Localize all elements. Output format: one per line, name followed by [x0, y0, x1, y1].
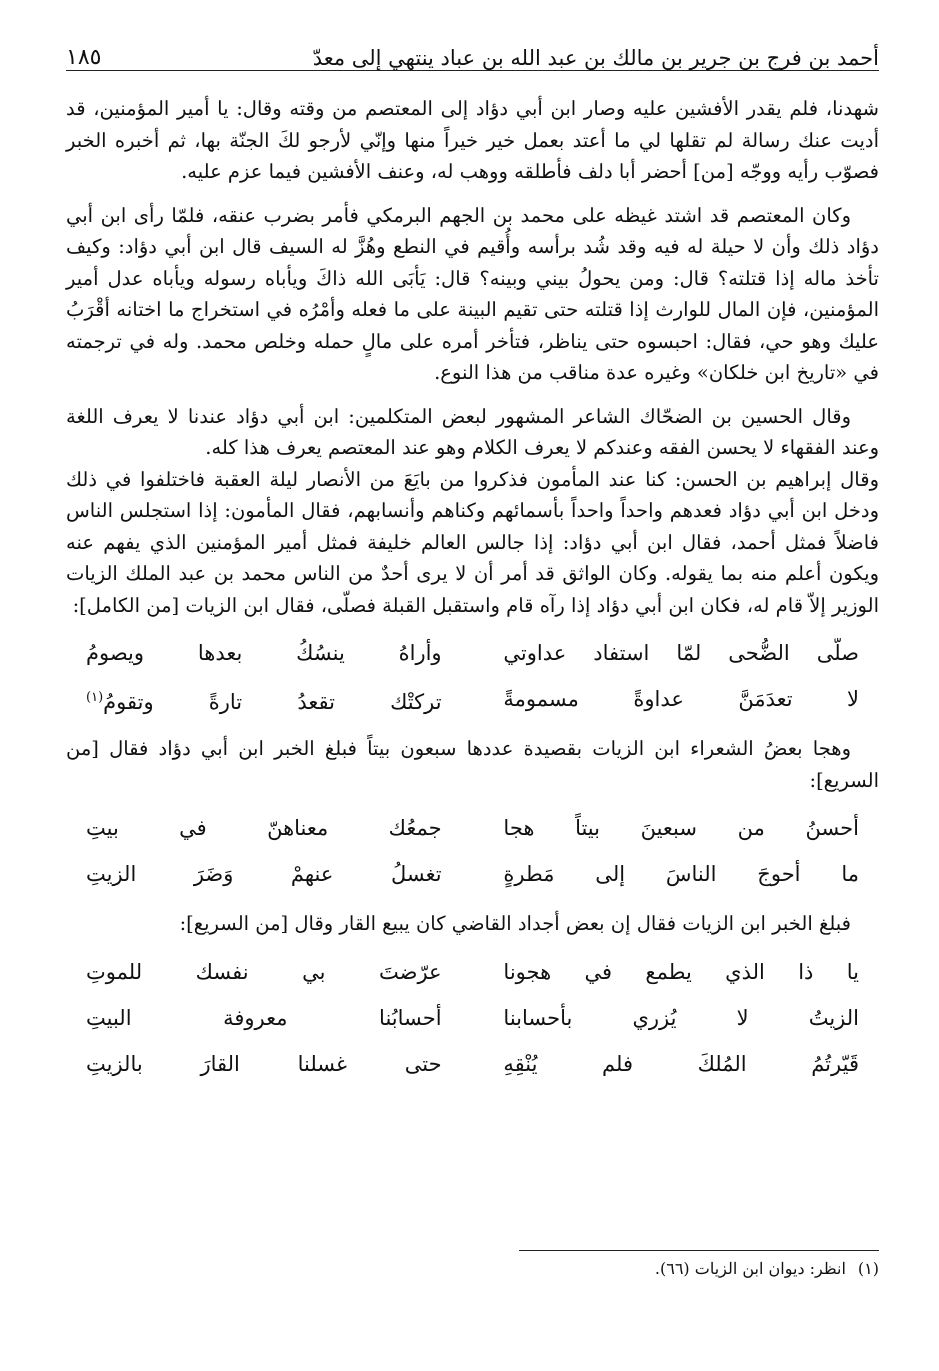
- verse-second-hemistich: تغسلُ عنهمْ وَضَرَ الزيتِ: [86, 862, 442, 887]
- verse-line: [86, 996, 859, 1042]
- footnote-divider: [519, 1250, 879, 1251]
- poem-kamil: [86, 631, 859, 723]
- verse-first-hemistich: قَيّرتُمُ المُلكَ فلم يُنْقِهِ: [503, 1051, 859, 1076]
- verse-line: [86, 677, 859, 723]
- footnote-reference: (١): [86, 689, 104, 705]
- footnote: [66, 1259, 879, 1278]
- verse-first-hemistich: صلّى الضُّحى لمّا استفاد عداوتي: [503, 641, 859, 666]
- footnote-number: (١): [857, 1259, 879, 1278]
- verse-first-hemistich: ما أحوجَ الناسَ إلى مَطرةٍ: [503, 862, 859, 887]
- page-body: [66, 93, 879, 1088]
- verse-first-hemistich: أحسنُ من سبعينَ بيتاً هجا: [503, 816, 859, 841]
- verse-second-hemistich: [86, 682, 442, 719]
- footnote-text: انظر: ديوان ابن الزيات (٦٦).: [654, 1259, 846, 1278]
- verse-line: [86, 950, 859, 996]
- verse-line: [86, 806, 859, 852]
- verse-second-hemistich: وأراهُ ينسُكُ بعدها ويصومُ: [86, 641, 442, 666]
- verse-line: [86, 852, 859, 898]
- poem-sari-1: [86, 806, 859, 898]
- verse-first-hemistich: يا ذا الذي يطمع في هجونا: [503, 959, 859, 984]
- paragraph: وقال الحسين بن الضحّاك الشاعر المشهور لبعض المتكلمين: ابن أبي دؤاد عندنا لا يعرف اللغة وعند الفقهاء لا يحسن الفقه وعندكم لا يعرف الكلام وهو عند المعتصم يعرف هذا كله.: [66, 404, 879, 459]
- verse-second-hemistich: أحسابُنا معروفة البيتِ: [86, 1005, 442, 1030]
- verse-first-hemistich: لا تعدَمَنَّ عداوةً مسمومةً: [503, 687, 859, 712]
- page-number: ١٨٥: [66, 45, 102, 70]
- footnotes: [66, 1250, 879, 1278]
- page-header: [66, 28, 879, 71]
- verse-second-hemistich: جمعُك معناهنّ في بيتِ: [86, 816, 442, 841]
- paragraph: شهدنا، فلم يقدر الأفشين عليه وصار ابن أبي دؤاد إلى المعتصم من وقته وقال: يا أمير المؤمنين، قد أديت عنك رسالة لم تقلها لي ما أعتد بعمل خير خيراً منها وإنّي لأرجو لكَ الجنّة بها، ثم أخبره الخبر فصوّب رأيه ووجّه [من] أحضر أبا دلف فأطلقه ووهب له، وعنف الأفشين فيما عزم عليه.: [66, 97, 879, 183]
- verse-first-hemistich: الزيتُ لا يُزري بأحسابنا: [503, 1005, 859, 1030]
- verse-second-hemistich-text: تركتْك تقعدُ تارةً وتقومُ: [103, 689, 442, 714]
- paragraph: وقال إبراهيم بن الحسن: كنا عند المأمون فذكروا من بايَعَ من الأنصار ليلة العقبة فاختلفوا في ذلك ودخل ابن أبي دؤاد فعدهم واحداً واحداً بأسمائهم وكناهم وأنسابهم، فقال المأمون: إذا استجلس الناس فاضلاً فمثل أحمد، فقال ابن أبي دؤاد: إذا جالس العالم خليفة فمثل أمير المؤمنين الذي يفهم عنه ويكون أعلم منه بما يقوله. وكان الواثق قد أمر أن لا يرى أحدٌ من الناس محمد بن عبد الملك الزيات الوزير إلاّ قام له، فكان ابن أبي دؤاد إذا رآه قام واستقبل القبلة فصلّى، فقال ابن الزيات [من الكامل]:: [66, 467, 879, 617]
- running-title: أحمد بن فرج بن جرير بن مالك بن عبد الله بن عباد ينتهي إلى معدّ: [312, 46, 879, 70]
- verse-second-hemistich: عرّضتَ بي نفسك للموتِ: [86, 959, 442, 984]
- paragraph: فبلغ الخبر ابن الزيات فقال إن بعض أجداد القاضي كان يبيع القار وقال [من السريع]:: [179, 912, 851, 935]
- poem-sari-2: [86, 950, 859, 1088]
- verse-line: [86, 631, 859, 677]
- paragraph: وهجا بعضُ الشعراء ابن الزيات بقصيدة عددها سبعون بيتاً فبلغ الخبر ابن أبي دؤاد فقال [من السريع]:: [66, 737, 879, 792]
- paragraph: وكان المعتصم قد اشتد غيظه على محمد بن الجهم البرمكي فأمر بضرب عنقه، فلمّا رأى ابن أبي دؤاد ذلك وأن لا حيلة له فيه وقد شُد برأسه وأُقيم في النطع وهُزَّ له السيف قال ابن أبي دؤاد: وكيف تأخذ ماله إذا قتلته؟ قال: ومن يحولُ بيني وبينه؟ قال: يَأبَى الله ذاكَ ويأباه رسوله ويأباه عدل أمير المؤمنين، فإن المال للوارث إذا قتلته حتى تقيم البينة على ما فعله وأمْرُه في استخراج ما اختانه أقْرَبُ عليك وهو حي، فقال: احبسوه حتى يناظر، فتأخر أمره على مالٍ حمله وخلص محمد. وله في ترجمته في «تاريخ ابن خلكان» وغيره عدة مناقب من هذا النوع.: [66, 203, 879, 384]
- verse-second-hemistich: حتى غسلنا القارَ بالزيتِ: [86, 1051, 442, 1076]
- verse-line: [86, 1042, 859, 1088]
